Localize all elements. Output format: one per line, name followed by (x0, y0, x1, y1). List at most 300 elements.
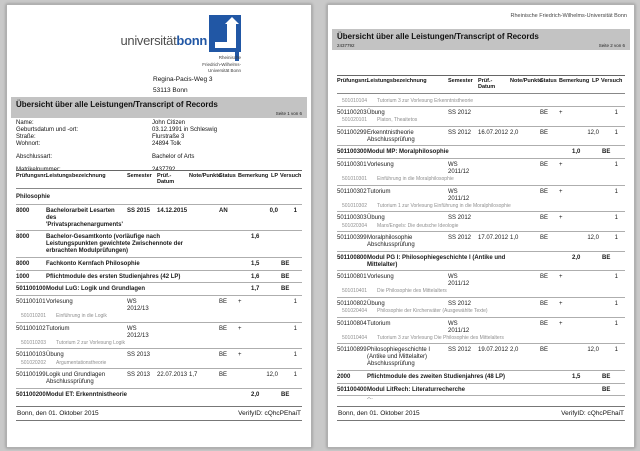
column-header: Status (540, 78, 557, 84)
cell-exam-number: 501100802 (337, 300, 367, 307)
cell-exam-number: 501100100 (16, 286, 46, 293)
cell-credit-points (585, 162, 601, 176)
cell-exam-number: 501100103 (16, 352, 46, 359)
cell-exam-number: 501100101 (16, 299, 46, 306)
cell-semester: WS 2012/13 (127, 299, 149, 312)
cell-semester: SS 2012 (448, 215, 472, 222)
cell-sub-number: 501010302 (342, 202, 368, 209)
column-header: Semester (127, 173, 152, 179)
cell-status: BE (281, 273, 290, 280)
cell-remark (238, 372, 264, 386)
cell-grade (510, 274, 540, 288)
table-header (337, 75, 625, 94)
cell-sub-number: 501010301 (342, 176, 368, 183)
cell-course-name: Modul ET: Erkenntnistheorie (46, 391, 128, 398)
cell-course-name: Modul PG I: Philosophiegeschichte I (Antike und Mittelalter) (367, 254, 506, 268)
cell-credit-points: 0,0 (269, 208, 278, 214)
cell-sub-number: 501010104 (342, 97, 368, 104)
cell-grade: 2,0 (251, 391, 260, 398)
cell-grade: 1,5 (572, 373, 581, 380)
cell-semester (189, 234, 219, 254)
footer-place-date: Bonn, den 01. Oktober 2015 (338, 410, 420, 417)
table-row (337, 185, 625, 212)
cell-exam-number: 501100400 (337, 386, 367, 393)
cell-attempt: 1 (293, 325, 297, 332)
table-row (337, 158, 625, 185)
table-row (337, 126, 625, 146)
cell-remark: + (559, 188, 563, 195)
address-line: 53113 Bonn (153, 87, 188, 94)
cell-status: BE (540, 235, 549, 242)
cell-course-name: Logik und Grundlagen Abschlussprüfung (46, 372, 106, 385)
cell-grade (189, 352, 219, 359)
cell-sub-title: Argumentationstheorie (56, 359, 107, 366)
cell-remark (621, 374, 625, 381)
cell-exam-number: 501100301 (337, 162, 367, 169)
table-header (16, 170, 302, 189)
cell-course-name: Modul MP: Moralphilosophie (367, 149, 449, 156)
table-row (16, 204, 302, 230)
cell-course-name: Pflichtmodule des zweiten Studienjahres (48 LP) (367, 373, 506, 380)
cell-credit-points (585, 274, 601, 288)
cell-course-name: Übung (367, 300, 385, 307)
cell-grade: 1,7 (251, 286, 260, 293)
cell-attempt: 1 (293, 352, 297, 359)
cell-status: BE (540, 162, 549, 169)
logo-tower-base (215, 42, 228, 48)
cell-remark: + (559, 320, 563, 327)
table-row (337, 106, 625, 126)
cell-status: BE (281, 391, 290, 398)
cell-status: BE (281, 286, 290, 293)
cell-exam-number: 501100199 (16, 372, 46, 379)
cell-exam-number: 501100399 (337, 235, 367, 242)
cell-course-name: Fachkonto Kernfach Philosophie (46, 260, 140, 267)
cell-exam-date (157, 352, 189, 359)
table-row (16, 257, 302, 270)
cell-course-name: Modul LuG: Logik und Grundlagen (46, 286, 145, 293)
cell-semester: WS 2011/12 (448, 188, 470, 202)
student-info (16, 120, 217, 174)
info-row-name (16, 120, 217, 127)
cell-course-name: Übung (367, 215, 385, 222)
cell-grade (510, 301, 540, 308)
info-value: Bachelor of Arts (152, 154, 195, 160)
info-label: Straße: (16, 134, 36, 140)
cell-exam-date (219, 392, 251, 399)
cell-sub-number: 501010203 (21, 339, 47, 346)
cell-remark (621, 255, 625, 269)
cell-attempt: 1 (293, 299, 297, 306)
column-header: Versuch (601, 78, 623, 84)
cell-exam-date (219, 234, 251, 254)
column-header: Prüfungsnr. (337, 78, 368, 84)
cell-exam-number: 501100801 (337, 274, 367, 281)
table-row (16, 230, 302, 256)
cell-status: BE (540, 129, 549, 136)
cell-credit-points (585, 189, 601, 203)
cell-remark (559, 130, 585, 144)
cell-credit-points (585, 215, 601, 222)
cell-semester: SS 2012 (448, 300, 472, 307)
column-header: Note/Punkte (510, 78, 543, 84)
info-row-birth (16, 127, 217, 134)
cell-sub-title: Tutorium 3 zur Vorlesung Die Philosophie des Mittelalters (377, 334, 504, 341)
table-row (16, 388, 302, 399)
university-name-line: Friedrich-Wilhelms- (202, 61, 241, 67)
title-bar-subline (337, 43, 625, 48)
column-header: Note/Punkte (189, 173, 222, 179)
table-row (337, 297, 625, 317)
column-header: Prüf.-Datum (478, 78, 496, 90)
cell-semester (510, 149, 540, 156)
column-header: Status (219, 173, 236, 179)
cell-semester (189, 392, 219, 399)
cell-attempt: 1 (614, 110, 618, 116)
cell-semester: SS 2012 (448, 129, 472, 136)
cell-grade (510, 162, 540, 176)
info-value: 2437792 (152, 167, 176, 173)
cell-exam-number: 501100800 (337, 254, 367, 261)
info-label: Wohnort: (16, 141, 41, 147)
cell-semester: SS 2013 (127, 352, 151, 359)
cell-course-name: Bachelor-Gesamtkonto (vorläufige nach Leistungspunkten gewichtete Zwischennote der erbrachten Modulprüfungen) (46, 234, 184, 254)
cell-exam-date (478, 274, 510, 288)
uni-bonn-logo-icon (209, 15, 241, 52)
column-header: Prüfungsnr. (16, 173, 47, 179)
cell-sub-number: 501020304 (342, 222, 368, 229)
cell-remark: + (238, 299, 242, 306)
cell-exam-number: 501100299 (337, 129, 367, 136)
table-row (337, 270, 625, 297)
cell-course-name: Bachelorarbeit Lesarten des 'Privatsprachenarguments' (46, 208, 123, 228)
cell-semester (510, 255, 540, 269)
matriculation-number: 2437792 (337, 43, 355, 48)
cell-grade (189, 326, 219, 340)
cell-grade: 1,6 (251, 273, 260, 280)
cell-exam-date (478, 301, 510, 308)
section-label: Philosophie (16, 194, 51, 200)
university-name-line: Universität Bonn (207, 68, 241, 73)
cell-remark (559, 347, 585, 367)
cell-course-name: Philosophiegeschichte I (Antike und Mittelalter) Abschlussprüfung (367, 347, 431, 367)
cell-remark (621, 387, 625, 394)
cell-attempt: 1 (293, 208, 297, 214)
cell-status: BE (281, 260, 290, 267)
cell-credit-points: 12,0 (587, 347, 599, 354)
info-label: Matrikelnummer: (16, 167, 61, 173)
info-value: 24894 Tolk (152, 141, 181, 147)
cell-semester: SS 2012 (448, 110, 472, 116)
uni-bonn-wordmark (47, 33, 207, 48)
column-header: Leistungsbezeichnung (46, 173, 106, 179)
cell-grade: 1,5 (251, 260, 260, 267)
cell-credit-points (264, 299, 280, 313)
cell-credit-points: 12,0 (587, 129, 599, 136)
cell-status: BE (540, 347, 549, 354)
cell-exam-number: 2000 (337, 373, 351, 380)
cell-exam-date (540, 387, 572, 394)
page-title: Übersicht über alle Leistungen/Transcript of Records (337, 32, 539, 41)
page-footer (16, 406, 302, 421)
cell-course-name: Vorlesung (367, 162, 394, 169)
transcript-page-2 (327, 4, 635, 448)
cell-status: BE (540, 110, 549, 116)
column-header: Prüf.-Datum (157, 173, 175, 185)
cell-status: BE (602, 386, 611, 393)
page-indicator: Seite 1 von 6 (275, 111, 302, 116)
cell-exam-number: 501100899 (337, 347, 367, 354)
footer-place-date: Bonn, den 01. Oktober 2015 (17, 410, 99, 417)
cell-course-name: Tutorium (367, 188, 391, 195)
info-label: Name: (16, 120, 34, 126)
cell-grade: 1,0 (572, 149, 581, 156)
cell-exam-number: 8000 (16, 260, 30, 267)
cell-attempt: 1 (614, 320, 618, 327)
cell-sub-number: 501010401 (342, 288, 368, 295)
table-row (337, 383, 625, 396)
column-header: Leistungsbezeichnung (367, 78, 427, 84)
cell-attempt: 1 (614, 300, 618, 307)
cell-grade (572, 387, 602, 394)
cell-course-name: Vorlesung (46, 299, 73, 306)
cell-credit-points (585, 321, 601, 335)
cell-credit-points (264, 352, 280, 359)
cell-remark (300, 274, 302, 281)
results-table (16, 170, 302, 399)
cell-credit-points (585, 110, 601, 117)
cell-grade: 1,0 (510, 235, 519, 242)
table-row (16, 295, 302, 322)
cell-status: AN (219, 208, 228, 214)
cell-grade: 2,0 (510, 347, 519, 354)
cell-semester (189, 261, 219, 268)
cell-course-name: Moralphilosophie Abschlussprüfung (367, 235, 415, 248)
cell-exam-number: 501100203 (337, 110, 367, 116)
cell-grade (510, 215, 540, 222)
footer-verify-id: VerifyID: cQhcPEhaiT (561, 410, 624, 417)
column-header: Bemerkung (559, 78, 590, 84)
cell-remark: + (559, 215, 563, 222)
cell-exam-date (540, 374, 572, 381)
cell-status: BE (540, 274, 549, 281)
cell-course-name: Übung (46, 352, 64, 359)
cell-status: BE (602, 149, 611, 156)
cell-remark (238, 208, 264, 228)
column-header: Bemerkung (238, 173, 269, 179)
cell-course-name: Tutorium (46, 325, 70, 332)
cell-status (281, 234, 300, 254)
table-row (16, 348, 302, 368)
table-row (337, 317, 625, 344)
table-row (337, 231, 625, 251)
cell-exam-date (157, 326, 189, 340)
cell-semester: WS 2012/13 (127, 325, 149, 339)
cell-course-name: Übung (367, 110, 385, 116)
cell-exam-date (478, 215, 510, 222)
cell-status: BE (219, 299, 228, 306)
cell-status: BE (219, 372, 228, 379)
cell-semester: SS 2015 (127, 208, 151, 214)
column-header: Semester (448, 78, 473, 84)
cell-semester: SS 2012 (448, 347, 472, 354)
cell-attempt: 1 (614, 274, 618, 281)
cell-attempt: 1 (293, 372, 297, 379)
cell-grade: 2,0 (510, 129, 519, 136)
cell-semester: WS 2011/12 (448, 274, 470, 288)
cell-sub-title: Einführung in die Logik (56, 313, 107, 320)
cell-status: BE (602, 254, 611, 261)
cell-sub-number: 501020404 (342, 308, 368, 315)
cell-status: BE (540, 300, 549, 307)
cell-exam-number: 501100200 (16, 391, 46, 398)
cell-attempt: 1 (614, 129, 618, 136)
cell-sub-title: Tutorium 1 zur Vorlesung Einführung in die Moralphilosophie (377, 202, 511, 209)
table-row (337, 343, 625, 369)
cell-exam-date: 14.12.2015 (157, 208, 188, 214)
cell-remark (621, 149, 625, 156)
cell-course-name: Vorlesung (367, 274, 394, 281)
university-name-line: Rheinische (218, 55, 241, 60)
table-row (16, 368, 302, 388)
cell-sub-number: 501020202 (21, 359, 47, 366)
cell-remark: + (238, 352, 242, 359)
column-header: LP (270, 173, 278, 179)
cell-remark: + (559, 300, 563, 307)
university-address (153, 74, 213, 96)
cell-semester (510, 374, 540, 381)
cell-exam-number: 501100102 (16, 325, 46, 332)
table-row (337, 251, 625, 271)
cell-exam-date: 19.07.2012 (478, 347, 509, 354)
cell-credit-points (585, 301, 601, 308)
cell-grade (189, 208, 219, 228)
cell-exam-date (219, 286, 251, 293)
cell-exam-date: 22.07.2013 (157, 372, 188, 379)
info-row-degree (16, 154, 217, 161)
wordmark-universitaet: universität (120, 33, 177, 48)
cell-semester: WS 2011/12 (448, 162, 470, 175)
cell-status: BE (540, 188, 549, 195)
table-row (16, 270, 302, 283)
cell-sub-number: 501020101 (342, 117, 368, 124)
transcript-page-1 (6, 4, 312, 448)
cell-remark (300, 392, 302, 399)
cell-exam-number: 1000 (16, 273, 30, 280)
logo-tower (227, 23, 236, 48)
info-row-city (16, 141, 217, 148)
cell-semester (510, 387, 540, 394)
cell-exam-date (478, 321, 510, 335)
cell-grade (510, 321, 540, 335)
cell-course-name: Pflichtmodule des ersten Studienjahres (42 LP) (46, 273, 181, 280)
cell-grade (510, 110, 540, 117)
cell-credit-points (264, 326, 280, 340)
cell-exam-date (478, 189, 510, 203)
page-indicator: Seite 2 von 6 (598, 43, 625, 48)
cell-remark (559, 235, 585, 249)
cell-semester (189, 274, 219, 281)
cell-sub-number: 501010201 (21, 313, 47, 320)
cell-exam-number: 501100804 (337, 320, 367, 327)
cell-exam-date (540, 149, 572, 156)
university-name-lines (87, 55, 241, 75)
cell-exam-date (478, 162, 510, 176)
cell-grade: 1,7 (189, 372, 198, 379)
page-footer (337, 406, 625, 421)
cell-attempt: 1 (614, 162, 618, 169)
cell-sub-title: Philosophie der Kirchenväter (Ausgewählte Texte) (377, 308, 488, 315)
header-university-name: Rheinische Friedrich-Wilhelms-Universität Bonn (510, 13, 627, 19)
info-label: Abschlussart: (16, 154, 53, 160)
cell-attempt: 1 (614, 347, 618, 354)
table-row (16, 322, 302, 349)
cell-exam-date: 17.07.2012 (478, 235, 509, 242)
cell-attempt: 1 (614, 188, 618, 195)
cell-exam-date (157, 299, 189, 313)
cell-grade (189, 299, 219, 313)
info-row-street (16, 134, 217, 141)
cell-exam-date (219, 261, 251, 268)
cell-exam-date (478, 110, 510, 117)
cell-remark (300, 261, 302, 268)
column-header: LP (591, 78, 599, 84)
cell-sub-title: Die Philosophie des Mittelalters (377, 288, 447, 295)
cell-sub-title: Einführung in die Moralphilosophie (377, 176, 454, 183)
results-table (337, 75, 625, 399)
table-row (337, 94, 625, 106)
table-row (337, 395, 625, 399)
cell-exam-date (219, 274, 251, 281)
info-label: Geburtsdatum und -ort: (16, 127, 79, 133)
cell-semester: SS 2013 (127, 372, 151, 379)
cell-sub-title: Marx/Engels: Die deutsche Ideologie (377, 222, 459, 229)
cell-exam-number: 501100303 (337, 215, 367, 222)
cell-exam-number: 8000 (16, 208, 30, 214)
cell-remark: + (559, 274, 563, 281)
cell-sub-number: 501010404 (342, 334, 368, 341)
cell-credit-points: 12,0 (587, 235, 599, 242)
page-title: Übersicht über alle Leistungen/Transcript of Records (16, 100, 218, 109)
table-rows (337, 94, 625, 399)
cell-status: BE (219, 352, 228, 359)
table-row (337, 211, 625, 231)
info-value: John Citizen (152, 120, 186, 126)
cell-remark (300, 234, 302, 254)
table-row (337, 145, 625, 158)
cell-remark (300, 286, 302, 293)
cell-semester (189, 286, 219, 293)
cell-sub-title: Platon, Theaitetos (377, 117, 418, 124)
cell-attempt: 1 (614, 235, 618, 242)
cell-grade: 1,6 (251, 234, 260, 241)
cell-credit-points: 12,0 (266, 372, 278, 379)
footer-verify-id: VerifyID: cQhcPEhaiT (238, 410, 301, 417)
info-value: Flurstraße 3 (152, 134, 185, 140)
cell-exam-date (540, 255, 572, 269)
wordmark-bonn: bonn (176, 33, 207, 48)
cell-attempt: 1 (614, 215, 618, 222)
cell-remark: + (238, 325, 242, 332)
cell-exam-number: 501100300 (337, 149, 367, 156)
cell-exam-number: 501100302 (337, 188, 367, 195)
cell-sub-title: Tutorium 2 zur Vorlesung Logik (56, 339, 126, 346)
table-row (337, 370, 625, 383)
table-rows (16, 204, 302, 399)
cell-status: BE (540, 320, 549, 327)
cell-semester: WS 2011/12 (448, 320, 470, 334)
title-bar (11, 97, 307, 118)
